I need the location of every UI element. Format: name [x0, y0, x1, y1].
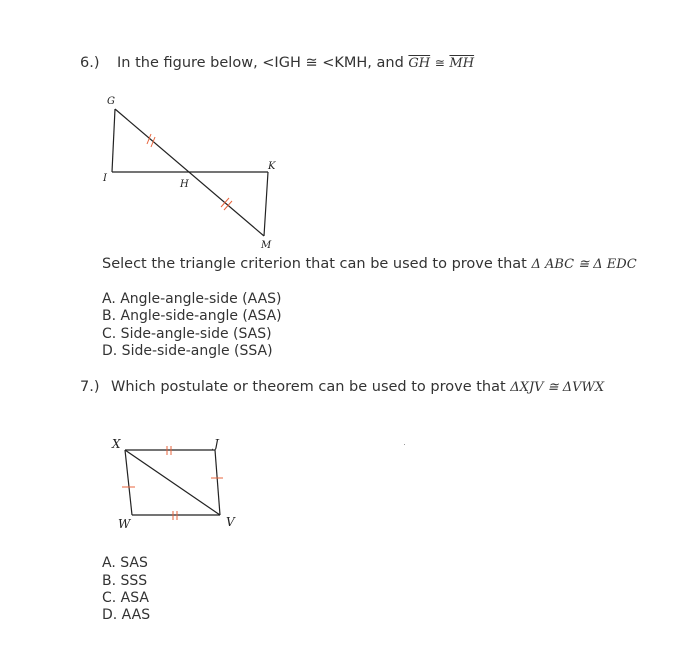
- q7-option-d[interactable]: D. AAS: [102, 607, 151, 623]
- label-h: H: [180, 179, 189, 190]
- label-v: V: [226, 515, 235, 529]
- label-j: J: [214, 437, 219, 451]
- q6-select-prompt: [102, 256, 637, 272]
- q7-prompt-text: Which postulate or theorem can be used to prove that: [111, 379, 511, 395]
- congruent-symbol: ≅: [434, 56, 445, 70]
- label-k: K: [268, 161, 276, 172]
- q6-prompt: [117, 55, 474, 71]
- q7-number: 7.): [80, 379, 100, 395]
- label-i: I: [103, 173, 107, 184]
- q7-prompt: [111, 379, 604, 395]
- segment-wx: [125, 450, 132, 515]
- q6-option-d[interactable]: D. Side-side-angle (SSA): [102, 343, 273, 359]
- q6-option-a[interactable]: A. Angle-angle-side (AAS): [102, 291, 282, 307]
- q7-prompt-math: ΔXJV ≅ ΔVWX: [510, 380, 605, 395]
- q6-figure: [90, 88, 290, 258]
- q7-option-a[interactable]: A. SAS: [102, 555, 148, 571]
- label-g: G: [107, 96, 115, 107]
- segment-gh: $\overline{GH}$: [408, 56, 431, 71]
- label-x: X: [112, 437, 121, 451]
- segment-xv: [125, 450, 220, 515]
- q7-option-b[interactable]: B. SSS: [102, 573, 148, 589]
- q6-prompt-start: In the figure below, <IGH ≅ <KMH, and: [117, 55, 409, 71]
- segment-mh: $\overline{MH}$: [449, 56, 475, 71]
- segment-jv: [215, 450, 220, 515]
- q6-select-text: Select the triangle criterion that can be used to prove that: [102, 256, 532, 272]
- segment-gi: [112, 109, 115, 172]
- q6-number: 6.): [80, 55, 100, 71]
- label-w: W: [118, 517, 131, 531]
- q6-select-math: Δ ABC ≅ Δ EDC: [531, 257, 637, 272]
- q6-option-b[interactable]: B. Angle-side-angle (ASA): [102, 308, 282, 324]
- segment-km: [264, 172, 268, 236]
- q6-option-c[interactable]: C. Side-angle-side (SAS): [102, 326, 272, 342]
- q7-figure: [105, 430, 245, 535]
- stray-dot: [404, 444, 405, 445]
- label-m: M: [261, 240, 272, 251]
- q7-option-c[interactable]: C. ASA: [102, 590, 149, 606]
